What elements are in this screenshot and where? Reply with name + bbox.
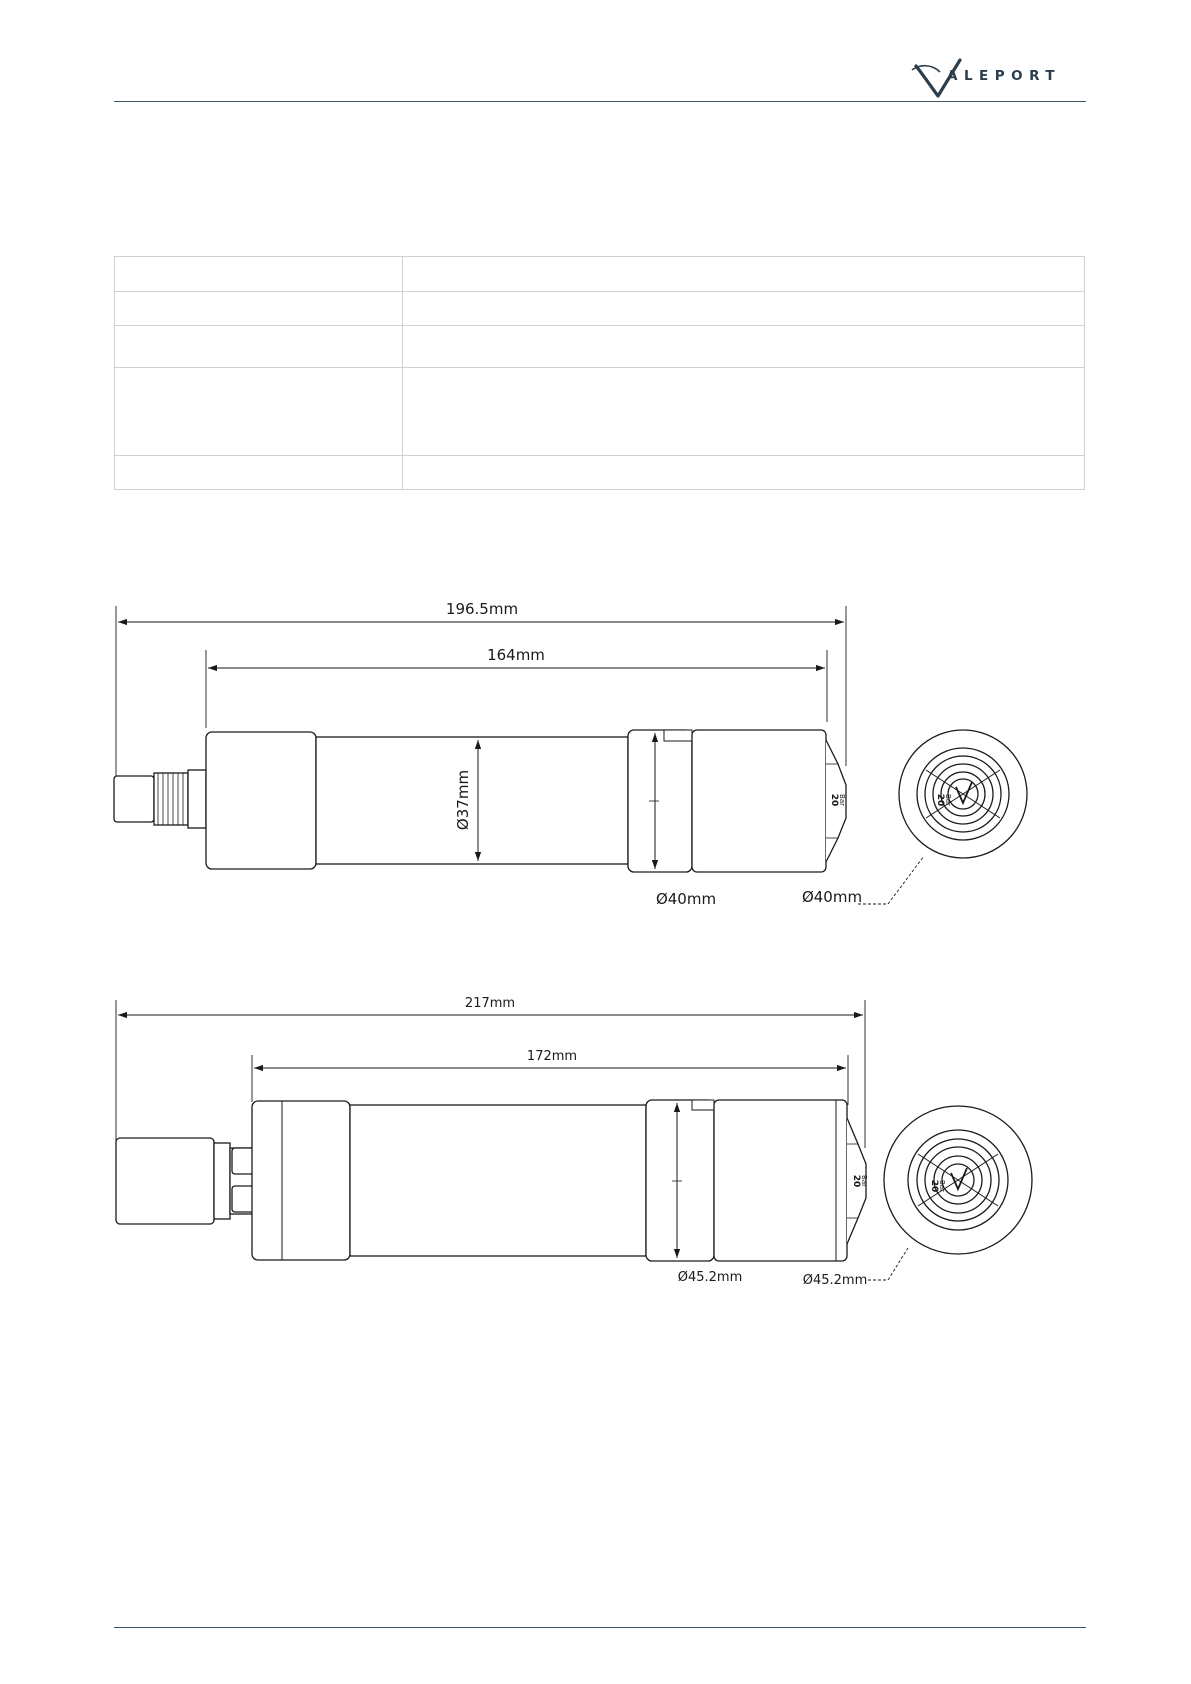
- pressure-unit-label-bottom: Bar: [860, 1175, 868, 1187]
- dim-body-length-bottom: 172mm: [526, 1049, 578, 1064]
- pressure-rating-label: 20: [829, 793, 839, 807]
- dim-end-cap-diameter-bottom: Ø45.2mm: [677, 1270, 743, 1285]
- drawing-bottom: [116, 1000, 1032, 1280]
- dim-end-view-diameter-bottom: Ø45.2mm: [802, 1273, 868, 1288]
- dim-overall-length-bottom: 217mm: [464, 996, 516, 1011]
- drawing-top: [114, 606, 1027, 904]
- end-view-pressure-unit: Bar: [944, 794, 952, 806]
- dim-overall-length-top: 196.5mm: [445, 600, 519, 618]
- dim-body-diameter-top: Ø37mm: [454, 769, 472, 831]
- footer-rule: [114, 1627, 1086, 1628]
- brand-logo-text: ALEPORT: [947, 68, 1062, 84]
- pressure-unit-label: Bar: [838, 794, 846, 806]
- pressure-rating-label-bottom: 20: [851, 1174, 861, 1188]
- end-view-pressure-unit-bottom: Bar: [938, 1180, 946, 1192]
- end-view-pressure-rating: 20: [935, 793, 945, 807]
- dim-end-view-diameter-top: Ø40mm: [801, 888, 863, 906]
- end-view-pressure-rating-bottom: 20: [929, 1179, 939, 1193]
- dim-end-cap-diameter-top: Ø40mm: [655, 890, 717, 908]
- dim-body-length-top: 164mm: [487, 646, 545, 664]
